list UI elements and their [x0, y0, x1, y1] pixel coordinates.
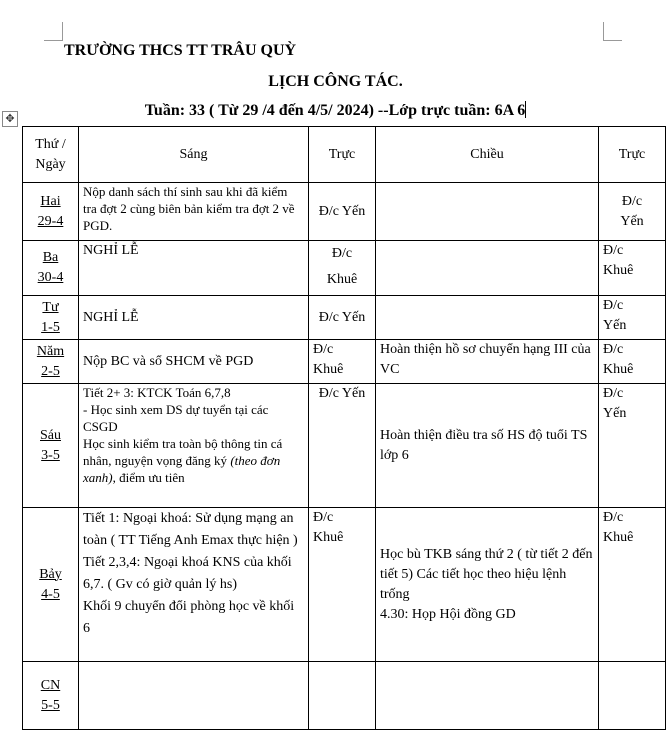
table-move-handle-icon[interactable]: ✥: [2, 111, 18, 127]
day-cell: CN 5-5: [23, 662, 79, 730]
page-corner-mark-left: [44, 22, 63, 41]
afternoon-cell: [376, 183, 599, 241]
afternoon-cell: [376, 241, 599, 296]
day-cell: Năm 2-5: [23, 340, 79, 384]
duty-afternoon-cell: Đ/c Yến: [599, 384, 666, 508]
table-row: [23, 340, 666, 384]
page-title: LỊCH CÔNG TÁC.: [268, 73, 403, 90]
day-cell: Hai 29-4: [23, 183, 79, 241]
header-afternoon: Chiều: [376, 127, 599, 183]
table-row: [23, 296, 666, 340]
page-corner-mark-right: [603, 22, 622, 41]
header-duty-afternoon: Trực: [599, 127, 666, 183]
afternoon-cell: Hoàn thiện hồ sơ chuyển hạng III của VC: [376, 340, 599, 384]
afternoon-cell: Học bù TKB sáng thứ 2 ( từ tiết 2 đến tiết 5) Các tiết học theo hiệu lệnh trống 4.30: Họp Hội đồng GD: [376, 508, 599, 662]
table-row: [23, 384, 666, 508]
header-day: Thứ / Ngày: [23, 127, 79, 183]
afternoon-cell: Hoàn thiện điều tra số HS độ tuổi TS lớp 6: [376, 384, 599, 508]
school-name: TRƯỜNG THCS TT TRÂU QUỲ: [64, 42, 297, 59]
table-row: [23, 241, 666, 296]
duty-afternoon-cell: Đ/c Khuê: [599, 508, 666, 662]
morning-cell: Nộp BC và sổ SHCM về PGD: [79, 340, 309, 384]
week-text: Tuần: 33 ( Từ 29 /4 đến 4/5/ 2024) --Lớp trực tuần: 6A 6: [144, 102, 526, 119]
morning-cell: NGHỈ LỄ: [79, 296, 309, 340]
table-row: [23, 183, 666, 241]
duty-morning-cell: Đ/c Yến: [309, 384, 376, 508]
table-row: [23, 508, 666, 662]
schedule-table: [22, 126, 666, 730]
duty-morning-cell: [309, 662, 376, 730]
duty-afternoon-cell: [599, 662, 666, 730]
duty-afternoon-cell: Đ/c Yến: [599, 296, 666, 340]
duty-morning-cell: Đ/c Yến: [309, 296, 376, 340]
duty-afternoon-cell: Đ/c Khuê: [599, 340, 666, 384]
duty-morning-cell: Đ/c Yến: [309, 183, 376, 241]
duty-morning-cell: Đ/c Khuê: [309, 508, 376, 662]
header-morning: Sáng: [79, 127, 309, 183]
table-row: [23, 662, 666, 730]
duty-morning-cell: Đ/c Khuê: [309, 241, 376, 296]
text-cursor: [525, 101, 526, 118]
day-cell: Bảy 4-5: [23, 508, 79, 662]
duty-morning-cell: Đ/c Khuê: [309, 340, 376, 384]
header-row: [23, 127, 666, 183]
header-duty-morning: Trực: [309, 127, 376, 183]
morning-cell: Tiết 1: Ngoại khoá: Sử dụng mạng an toàn ( TT Tiếng Anh Emax thực hiện ) Tiết 2,3,4: Ngoại khoá KNS của khối 6,7. ( Gv có giờ quản lý hs) Khối 9 chuyển đổi phòng học về khối 6: [79, 508, 309, 662]
morning-cell: Nộp danh sách thí sinh sau khi đã kiểm tra đợt 2 cùng biên bản kiểm tra đợt 2 về PGD.: [79, 183, 309, 241]
morning-cell: Tiết 2+ 3: KTCK Toán 6,7,8 - Học sinh xem DS dự tuyển tại các CSGD Học sinh kiểm tra toàn bộ thông tin cá nhân, nguyện vọng đăng ký (theo đơn xanh), điểm ưu tiên: [79, 384, 309, 508]
morning-cell: [79, 662, 309, 730]
week-line: [0, 101, 671, 120]
duty-afternoon-cell: Đ/c Khuê: [599, 241, 666, 296]
duty-afternoon-cell: Đ/c Yến: [599, 183, 666, 241]
day-cell: Tư 1-5: [23, 296, 79, 340]
afternoon-cell: [376, 662, 599, 730]
morning-cell: NGHỈ LỄ: [79, 241, 309, 296]
day-cell: Sáu 3-5: [23, 384, 79, 508]
afternoon-cell: [376, 296, 599, 340]
day-cell: Ba 30-4: [23, 241, 79, 296]
